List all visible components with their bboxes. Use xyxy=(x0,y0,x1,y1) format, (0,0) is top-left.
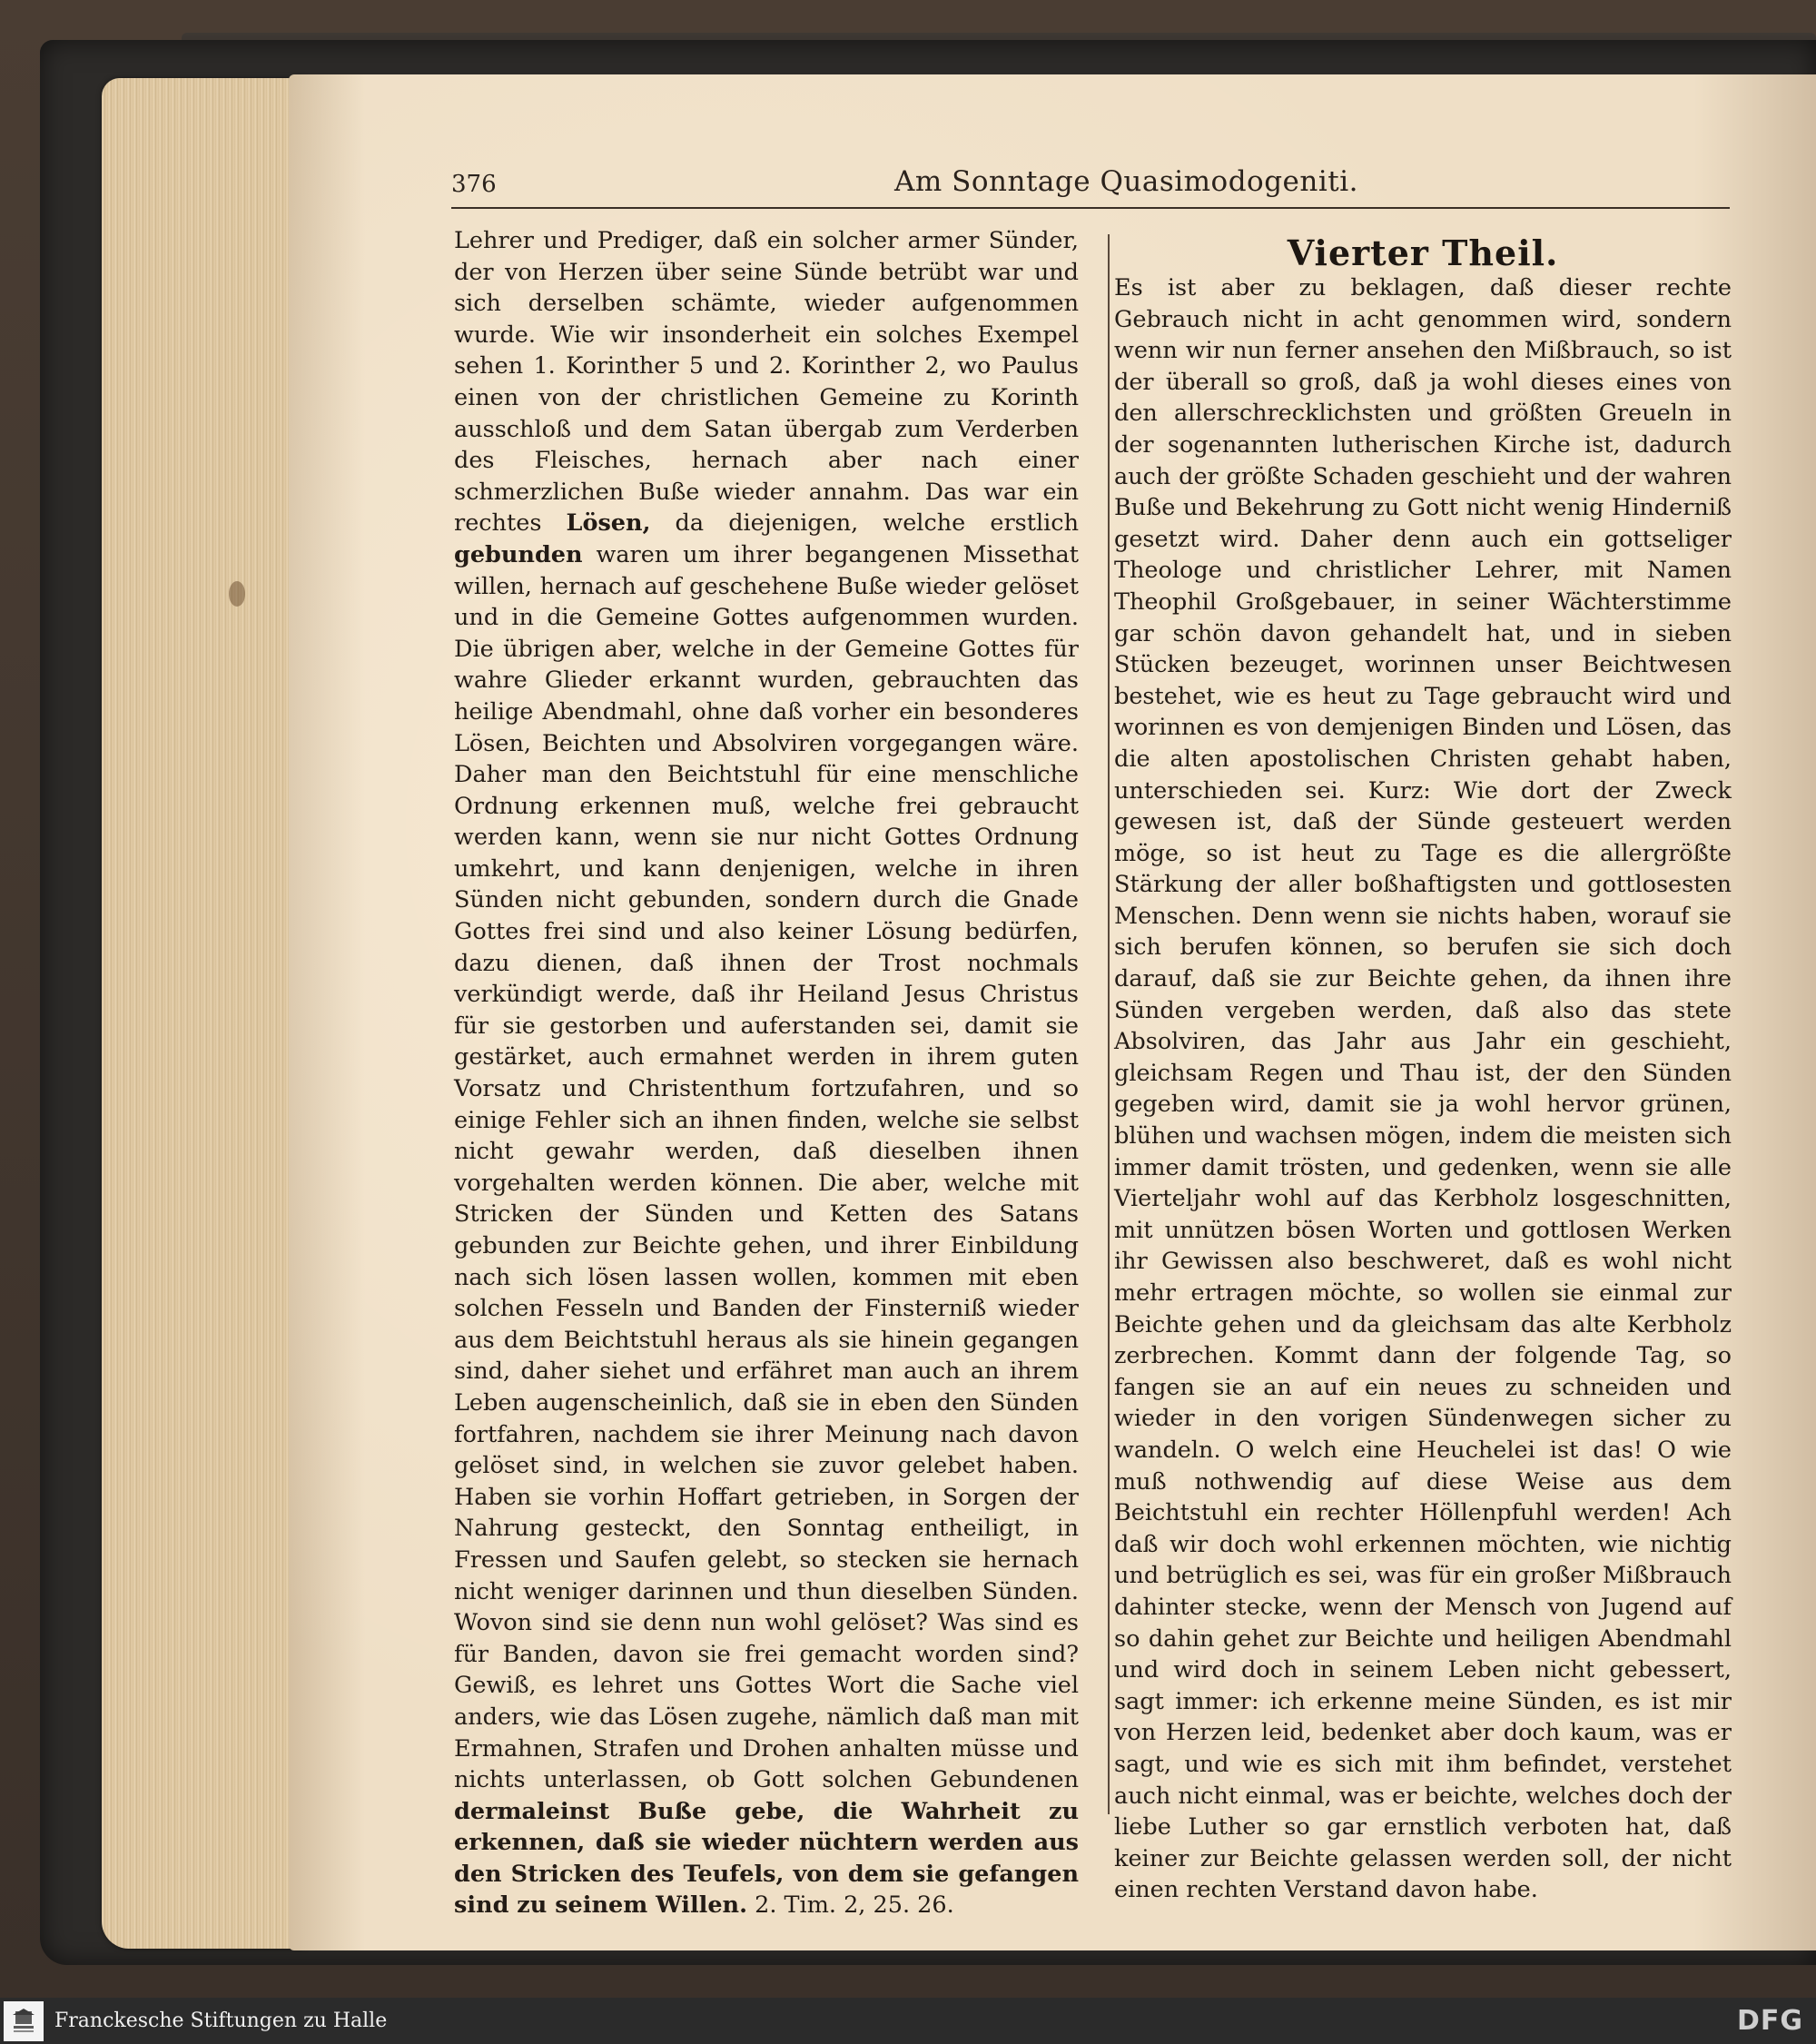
left-text-end: 2. Tim. 2, 25. 26. xyxy=(746,1891,954,1920)
footer-institution-text[interactable]: Franckesche Stiftungen zu Halle xyxy=(54,2009,388,2032)
left-text-1: Lehrer und Prediger, daß ein solcher armer Sünder, der von Herzen über seine Sünde betrübt war und sich derselben schämte, wieder aufgenommen wurde. Wie wir insonderheit ein solches Exempel sehen 1. Korinther 5 und 2. Korinther 2, wo Paulus einen von der christlichen Gemeine zu Korinth ausschloß und dem Satan übergab zum Verderben des Fleisches, hernach aber nach einer schmerzlichen Buße wieder annahm. Das war ein rechtes xyxy=(454,227,1079,538)
left-bold-1: Lösen, xyxy=(566,509,651,538)
left-bold-3: dermaleinst Buße gebe, die Wahrheit zu erkennen, daß sie wieder nüchtern werden aus den Stricken des Teufels, von dem sie gefangen sind zu seinem Willen. xyxy=(454,1797,1079,1920)
left-text-2: da diejenigen, welche erstlich xyxy=(650,509,1079,538)
footer-bar xyxy=(0,1998,1816,2044)
section-title: Vierter Theil. xyxy=(1287,232,1559,273)
running-title: Am Sonntage Quasimodogeniti. xyxy=(894,165,1358,198)
page-number: 376 xyxy=(451,171,497,198)
page-edges xyxy=(102,78,303,1949)
column-divider xyxy=(1108,234,1110,1814)
left-column xyxy=(454,225,1079,1921)
left-column-paragraph xyxy=(454,225,1079,1921)
paper-stain xyxy=(229,581,245,607)
left-bold-2: gebunden xyxy=(454,540,583,568)
left-text-3: waren um ihrer begangenen Missethat willen, hernach auf geschehene Buße wieder gelöset und in die Gemeine Gottes aufgenommen wurden. Die übrigen aber, welche in der Gemeine Gottes für wahre Glieder erkannt wurden, gebrauchten das heilige Abendmahl, ohne daß vorher ein besonderes Lösen, Beichten und Absolviren vorgegangen wäre. Daher man den Beichtstuhl für eine menschliche Ordnung erkennen muß, welche frei gebraucht werden kann, wenn sie nur nicht Gottes Ordnung umkehrt, und kann denjenigen, welche in ihren Sünden nicht gebunden, sondern durch die Gnade Gottes frei sind und also keiner Lösung bedürfen, dazu dienen, daß ihnen der Trost nochmals verkündigt werde, daß ihr Heiland Jesus Christus für sie gestorben und auferstanden sei, damit sie gestärket, auch ermahnet werden in ihrem guten Vorsatz und Christenthum fortzufahren, und so einige Fehler sich an ihnen finden, welche sie selbst nicht gewahr werden, daß dieselben ihnen vorgehalten werden können. Die aber, welche mit Stricken der Sünden und Ketten des Satans gebunden zur Beichte gehen, und ihrer Einbildung nach sich lösen lassen wollen, kommen mit eben solchen Fesseln und Banden der Finsterniß wieder aus dem Beichtstuhl heraus als sie hinein gegangen sind, daher siehet und erfähret man auch an ihrem Leben augenscheinlich, daß sie in eben den Sünden fortfahren, nachdem sie ihrer Meinung nach davon gelöset sind, in welchen sie zuvor gelebet haben. Haben sie vorhin Hoffart getrieben, in Sorgen der Nahrung gesteckt, den Sonntag entheiligt, in Fressen und Saufen gelebt, so stecken sie hernach nicht weniger darinnen und thun dieselben Sünden. Wovon sind sie denn nun wohl gelöset? Was sind es für Banden, davon sie frei gemacht worden sind? Gewiß, es lehret uns Gottes Wort die Sache viel anders, wie das Lösen zugehe, nämlich daß man mit Ermahnen, Strafen und Drohen anhalten müsse und nichts unterlassen, ob Gott solchen Gebundenen xyxy=(454,540,1079,1794)
francke-foundation-logo-icon[interactable] xyxy=(4,2001,44,2041)
header-rule xyxy=(451,207,1730,209)
right-column-paragraph: Es ist aber zu beklagen, daß dieser rechte Gebrauch nicht in acht genommen wird, sondern wenn wir nun ferner ansehen den Mißbrauch, so ist der überall so groß, daß ja wohl dieses eines von den allerschrecklichsten und größten Greueln in der sogenannten lutherischen Kirche ist, dadurch auch der größte Schaden geschieht und der wahren Buße und Bekehrung zu Gott nicht wenig Hinderniß gesetzt wird. Daher denn auch ein gottseliger Theologe und christlicher Lehrer, mit Namen Theophil Großgebauer, in seiner Wächterstimme gar schön davon gehandelt hat, und in sieben Stücken bezeuget, worinnen unser Beichtwesen bestehet, wie es heut zu Tage gebraucht wird und worinnen es von demjenigen Binden und Lösen, das die alten apostolischen Christen gehabt haben, unterschieden sei. Kurz: Wie dort der Zweck gewesen ist, daß der Sünde gesteuert werden möge, so ist heut zu Tage es die allergrößte Stärkung der aller boßhaftigsten und gottlosesten Menschen. Denn wenn sie nichts haben, worauf sie sich berufen können, so berufen sie sich doch darauf, daß sie zur Beichte gehen, da ihnen ihre Sünden vergeben werden, daß also das stete Absolviren, das Jahr aus Jahr ein geschieht, gleichsam Regen und Thau ist, der den Sünden gegeben wird, damit sie ja wohl hervor grünen, blühen und wachsen mögen, indem die meisten sich immer damit trösten, und gedenken, wenn sie alle Vierteljahr wohl auf das Kerbholz losgeschnitten, mit unnützen bösen Worten und gottlosen Werken ihr Gewissen also beschweret, daß es wohl nicht mehr ertragen möchte, so wollen sie einmal zur Beichte gehen und da gleichsam das alte Kerbholz zerbrechen. Kommt dann der folgende Tag, so fangen sie an auf ein neues zu schneiden und wieder in den vorigen Sündenwegen sicher zu wandeln. O welch eine Heuchelei ist das! O wie muß nothwendig auf diese Weise aus dem Beichtstuhl ein rechter Höllenpfuhl werden! Ach daß wir doch wohl erkennen möchten, wie nichtig und betrüglich es sei, was für ein großer Mißbrauch dahinter stecke, wenn der Mensch von Jugend auf so dahin gehet zur Beichte und heiligen Abendmahl und wird doch in seinem Leben nicht gebessert, sagt immer: ich erkenne meine Sünden, es ist mir von Herzen leid, bedenket aber doch kaum, was er sagt, und wie es sich mit ihm befindet, verstehet auch nicht einmal, was er beichte, welches doch der liebe Luther so gar ernstlich verboten hat, daß keiner zur Beichte gelassen werden soll, der nicht einen rechten Verstand davon habe. xyxy=(1114,274,1732,1904)
right-column xyxy=(1114,272,1732,1906)
dfg-logo: DFG xyxy=(1736,2005,1803,2037)
